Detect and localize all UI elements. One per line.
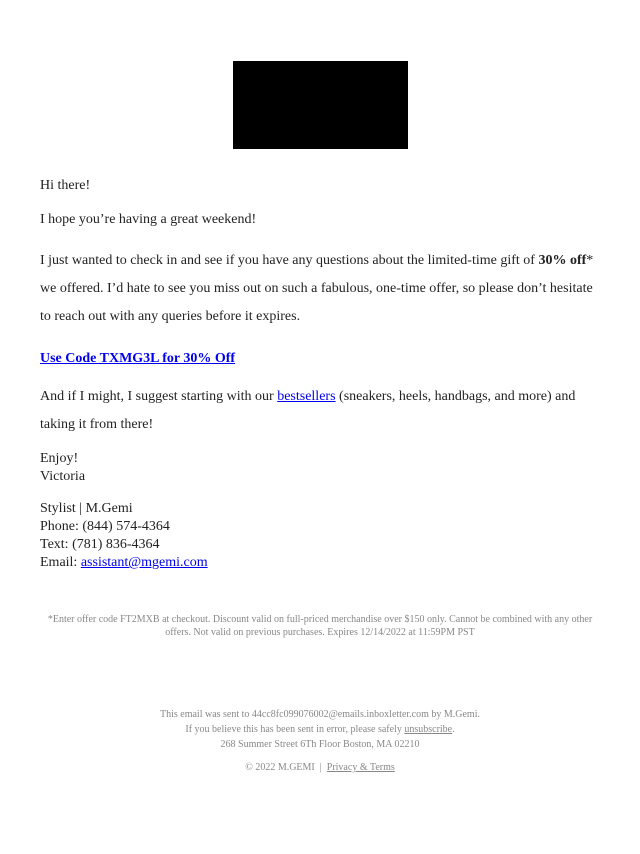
bestsellers-paragraph-start: And if I might, I suggest starting with our: [40, 389, 278, 404]
signature-email-label: Email:: [40, 555, 81, 570]
privacy-terms-link[interactable]: Privacy & Terms: [326, 762, 395, 773]
offer-paragraph-end: * we offered. I’d hate to see you miss out on such a fabulous, one-time offer, so please don’t hesitate to reach out with any queries before it expires.: [40, 253, 594, 324]
footer-error-end: .: [452, 724, 455, 735]
offer-disclaimer: *Enter offer code FT2MXB at checkout. Discount valid on full-priced merchandise over $150 only. Cannot be combined with any other offers. Not valid on previous purchases. Expires 12/14/2022 at 11:59PM PST: [47, 614, 593, 638]
unsubscribe-link[interactable]: unsubscribe: [404, 724, 453, 735]
bestsellers-paragraph: [40, 383, 600, 439]
footer-address: 268 Summer Street 6Th Floor Boston, MA 02210: [220, 739, 420, 750]
copyright-line: [40, 761, 600, 774]
footer-error-text: If you believe this has been sent in error, please safely: [185, 724, 405, 735]
hope-line: I hope you’re having a great weekend!: [40, 212, 257, 227]
signature-phone: Phone: (844) 574-4364: [40, 519, 170, 534]
signature-title: Stylist | M.Gemi: [40, 501, 133, 516]
brand-logo[interactable]: [233, 61, 408, 149]
signature-email-row: [40, 554, 600, 572]
email-link[interactable]: assistant@mgemi.com: [80, 555, 208, 570]
signer-name: Victoria: [40, 469, 86, 484]
signature-text: Text: (781) 836-4364: [40, 537, 160, 552]
signature-block: [40, 500, 600, 572]
footer-sent-to: This email was sent to 44cc8fc099076002@emails.inboxletter.com by M.Gemi.: [160, 709, 480, 720]
email-footer: [40, 707, 600, 752]
copyright-text: © 2022 M.GEMI |: [245, 762, 327, 773]
offer-paragraph: [40, 247, 600, 331]
promo-code-link[interactable]: Use Code TXMG3L for 30% Off: [40, 351, 236, 366]
signoff-line: Enjoy!: [40, 451, 79, 466]
signoff: [40, 450, 600, 486]
offer-paragraph-start: I just wanted to check in and see if you have any questions about the limited-time gift of: [40, 253, 539, 268]
bestsellers-paragraph-end: (sneakers, heels, handbags, and more) and taking it from there!: [40, 389, 576, 432]
greeting: Hi there!: [40, 178, 91, 193]
bestsellers-link[interactable]: bestsellers: [277, 389, 336, 404]
footer-error-line: [40, 722, 600, 737]
offer-discount: 30% off: [538, 253, 587, 268]
